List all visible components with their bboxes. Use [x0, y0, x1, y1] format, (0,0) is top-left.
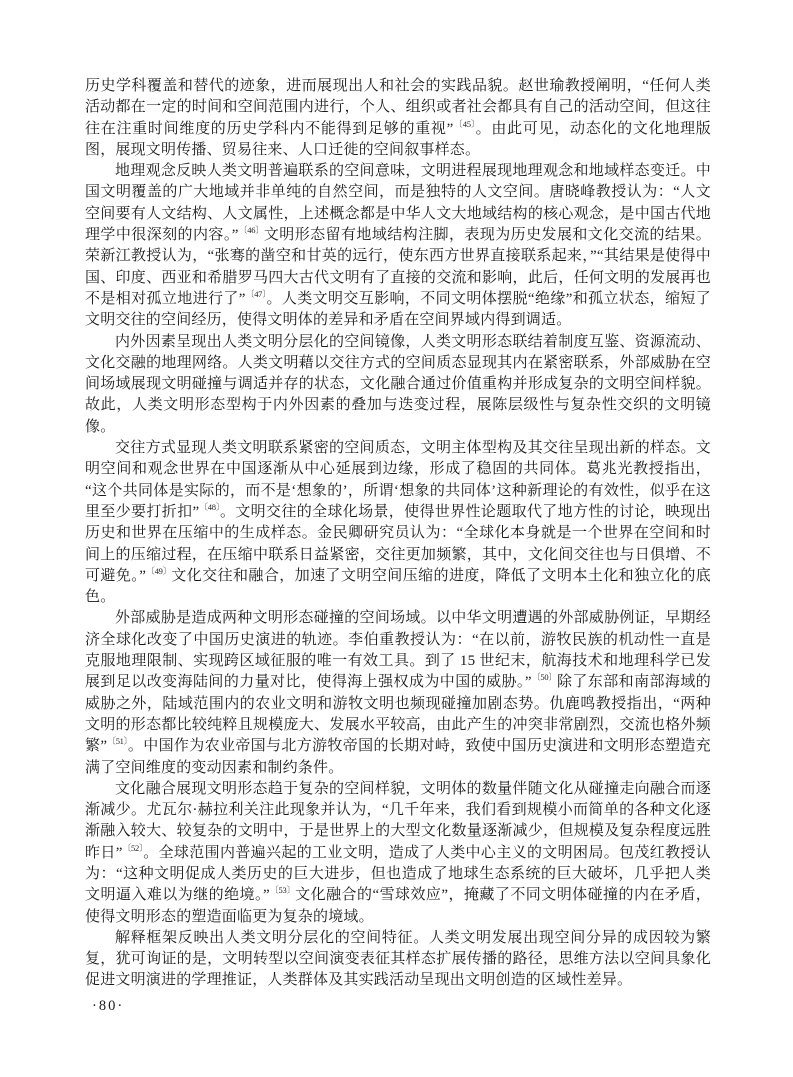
footnote-ref: 〔47〕	[245, 288, 267, 299]
footnote-ref: 〔46〕	[238, 225, 264, 236]
text-run: 除了东部和南部海域的威胁之外，陆域范围内的农业文明和游牧文明也频现碰撞加剧态势。仇鹿鸣教授指出，“两种文明的形态都比较纯粹且规模庞大、发展水平较高，由此产生的冲突非常剧烈，交流也格外频繁”	[85, 674, 711, 755]
paragraph	[85, 161, 711, 331]
paragraph	[85, 608, 711, 778]
text-run: 交往方式显现人类文明联系紧密的空间质态，文明主体型构及其交往呈现出新的样态。文明空间和观念世界在中国逐渐从中心延展到边缘，形成了稳固的共同体。葛兆光教授指出，“这个共同体是实际的，而不是‘想象的’，所谓‘想象的共同体’这种新理论的有效性，似乎在这里至少要打折扣”	[85, 440, 711, 520]
paragraph	[85, 779, 711, 928]
text-run: 外部威胁是造成两种文明形态碰撞的空间场域。以中华文明遭遇的外部威胁例证，早期经济全球化改变了中国历史演进的轨迹。李伯重教授认为：“在以前，游牧民族的机动性一直是克服地理限制、实现跨区域征服的唯一有效工具。到了 15 世纪末，航海技术和地理科学已发展到足以改变海陆间的力量对比，使得海上强权成为中国的威胁。”	[85, 610, 711, 691]
text-run: 文化融合展现文明形态趋于复杂的空间样貌，文明体的数量伴随文化从碰撞走向融合而逐渐减少。尤瓦尔·赫拉利关注此现象并认为，“几千年来，我们看到规模小而简单的各种文化逐渐融入较大、较复杂的文明中，于是世界上的大型文化数量逐渐减少，但规模及复杂程度远胜昨日”	[85, 780, 711, 861]
text-run: 地理观念反映人类文明普遍联系的空间意味，文明进程展现地理观念和地域样态变迁。中国文明覆盖的广大地域并非单纯的自然空间，而是独特的人文空间。唐晓峰教授认为：“人文空间要有人文结构、人文属性，上述概念都是中华人文大地域结构的核心观念，是中国古代地理学中很深刻的内容。”	[85, 163, 711, 244]
text-run: 历史学科覆盖和替代的迹象，进而展现出人和社会的实践品貌。赵世瑜教授阐明，“任何人类活动都在一定的时间和空间范围内进行，个人、组织或者社会都具有自己的活动空间，但这往往在注重时间维度的历史学科内不能得到足够的重视”	[85, 78, 711, 137]
text-run: 文化融合的“雪球效应”，掩藏了不同文明体碰撞的内在矛盾，使得文明形态的塑造面临更为复杂的境域。	[85, 887, 711, 925]
text-run: 解释框架反映出人类文明分层化的空间特征。人类文明发展出现空间分异的成因较为繁复，犹可询证的是，文明转型以空间演变表征其样态扩展传播的路径，思维方法以空间具象化促进文明演进的学理推证，人类群体及其实践活动呈现出文明创造的区域性差异。	[85, 929, 711, 989]
page-number: ·80·	[92, 998, 125, 1014]
footnote-ref: 〔53〕	[269, 885, 296, 896]
text-run: 。人类文明交互影响，不同文明体摆脱“绝缘”和孤立状态，缩短了文明交往的空间经历，使得文明体的差异和矛盾在空间界域内得到调适。	[85, 290, 711, 329]
paragraph	[85, 76, 711, 161]
footnote-ref: 〔52〕	[122, 842, 144, 853]
text-run: 内外因素呈现出人类文明分层化的空间镜像，人类文明形态联结着制度互鉴、资源流动、文化交融的地理网络。人类文明藉以交往方式的空间质态显现其内在紧密联系，外部威胁在空间场域展现文明碰撞与调适并存的状态，文化融合通过价值重构并形成复杂的文明空间样貌。故此，人类文明形态型构于内外因素的叠加与迭变过程，展陈层级性与复杂性交织的文明镜像。	[85, 333, 711, 435]
text-run: 文化交往和融合，加速了文明空间压缩的进度，降低了文明本土化和独立化的底色。	[85, 567, 711, 606]
paragraph	[85, 438, 711, 608]
text-run: 。中国作为农业帝国与北方游牧帝国的长期对峙，致使中国历史演进和文明形态塑造充满了空间维度的变动因素和制约条件。	[85, 738, 711, 776]
text-run: 。由此可见，动态化的文化地理版图，展现文明传播、贸易往来、人口迁徙的空间叙事样态。	[85, 120, 711, 158]
paragraph	[85, 332, 711, 438]
footnote-ref: 〔49〕	[146, 565, 172, 576]
text-run: 。全球范围内普遍兴起的工业文明，造成了人类中心主义的文明困局。包茂红教授认为：“这种文明促成人类历史的巨大进步，但也造成了地球生态系统的巨大破坏，几乎把人类文明逼入难以为继的绝境。”	[85, 844, 711, 904]
footnote-ref: 〔45〕	[453, 118, 476, 129]
footnote-ref: 〔50〕	[531, 672, 557, 683]
text-run: 文明形态留有地域结构注脚，表现为历史发展和文化交流的结果。荣新江教授认为，“张骞的凿空和甘英的远行，使东西方世界直接联系起来，”“其结果是使得中国、印度、西亚和希腊罗马四大古代文明有了直接的交流和影响，此后，任何文明的发展再也不是相对孤立地进行了”	[85, 227, 711, 307]
text-run: 。文明交往的全球化场景，使得世界性论题取代了地方性的讨论，映现出历史和世界在压缩中的生成样态。金民卿研究员认为：“全球化本身就是一个世界在空间和时间上的压缩过程，在压缩中联系日益紧密，交往更加频繁，其中，文化间交往也与日俱增、不可避免。”	[85, 503, 711, 584]
paragraph	[85, 928, 711, 992]
footnote-ref: 〔48〕	[199, 501, 220, 512]
article-body	[85, 76, 711, 992]
footnote-ref: 〔51〕	[107, 736, 128, 747]
